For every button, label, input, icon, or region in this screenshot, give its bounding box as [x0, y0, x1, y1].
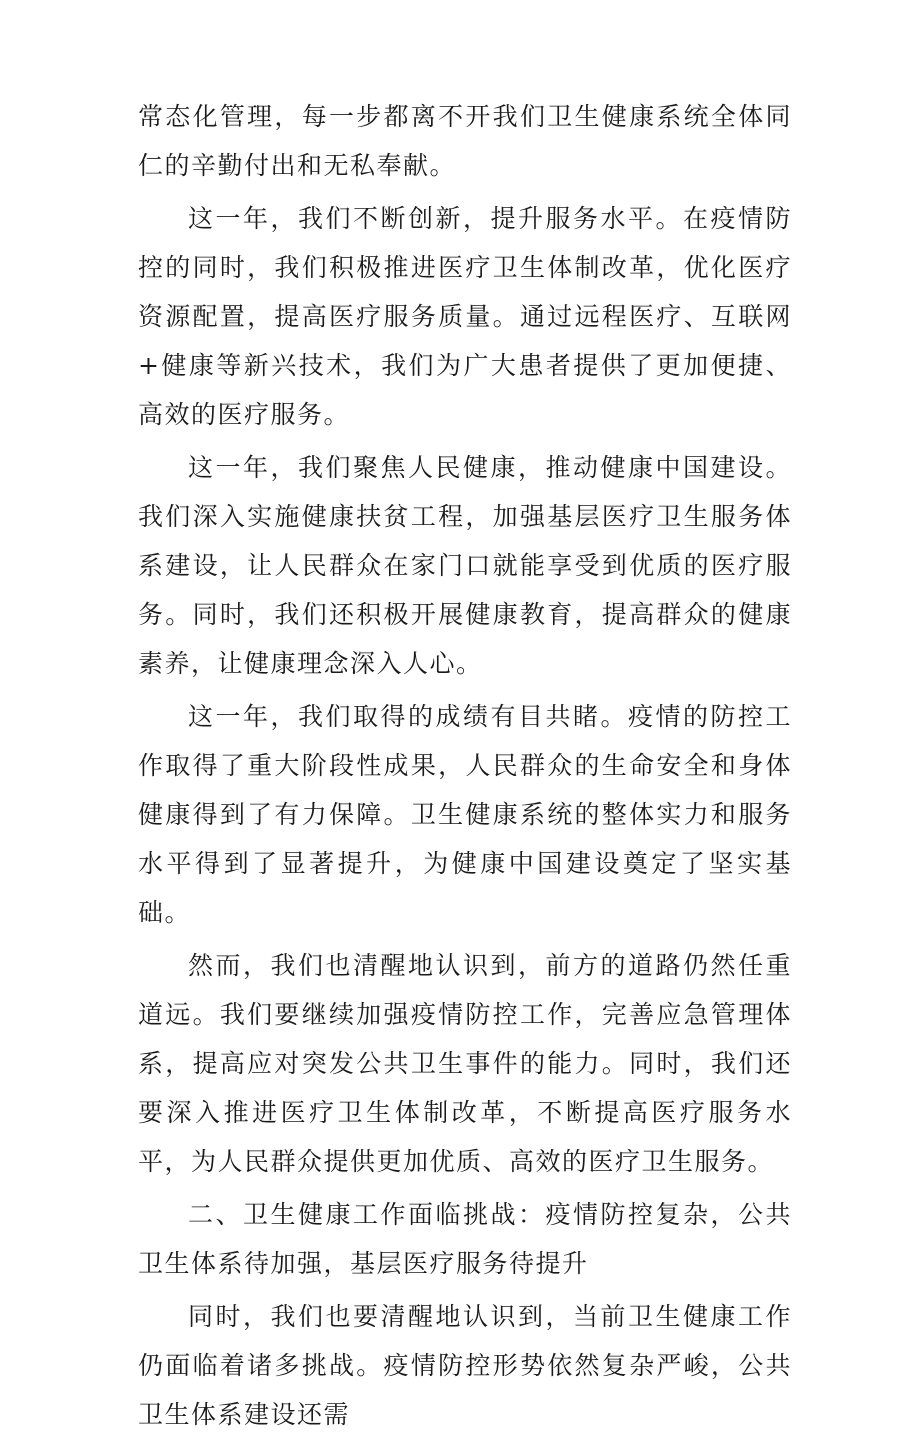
paragraph-continuation: 常态化管理，每一步都离不开我们卫生健康系统全体同仁的辛勤付出和无私奉献。: [138, 102, 792, 180]
paragraph-achievements: 这一年，我们取得的成绩有目共睹。疫情的防控工作取得了重大阶段性成果，人民群众的生命安全和身体健康得到了有力保障。卫生健康系统的整体实力和服务水平得到了显著提升，为健康中国建设奠定了坚实基础。: [138, 702, 792, 927]
paragraph-road-ahead: 然而，我们也清醒地认识到，前方的道路仍然任重道远。我们要继续加强疫情防控工作，完善应急管理体系，提高应对突发公共卫生事件的能力。同时，我们还要深入推进医疗卫生体制改革，不断提高医疗服务水平，为人民群众提供更加优质、高效的医疗卫生服务。: [138, 951, 792, 1176]
paragraph-health-china: 这一年，我们聚焦人民健康，推动健康中国建设。我们深入实施健康扶贫工程，加强基层医疗卫生服务体系建设，让人民群众在家门口就能享受到优质的医疗服务。同时，我们还积极开展健康教育，提高群众的健康素养，让健康理念深入人心。: [138, 453, 792, 678]
paragraph-challenges: 同时，我们也要清醒地认识到，当前卫生健康工作仍面临着诸多挑战。疫情防控形势依然复杂严峻，公共卫生体系建设还需: [138, 1302, 792, 1429]
section-heading-challenges: 二、卫生健康工作面临挑战：疫情防控复杂，公共卫生体系待加强，基层医疗服务待提升: [138, 1200, 792, 1278]
paragraph-innovation: 这一年，我们不断创新，提升服务水平。在疫情防控的同时，我们积极推进医疗卫生体制改革，优化医疗资源配置，提高医疗服务质量。通过远程医疗、互联网+健康等新兴技术，我们为广大患者提供了更加便捷、高效的医疗服务。: [138, 204, 792, 429]
document-body: [138, 92, 792, 1443]
